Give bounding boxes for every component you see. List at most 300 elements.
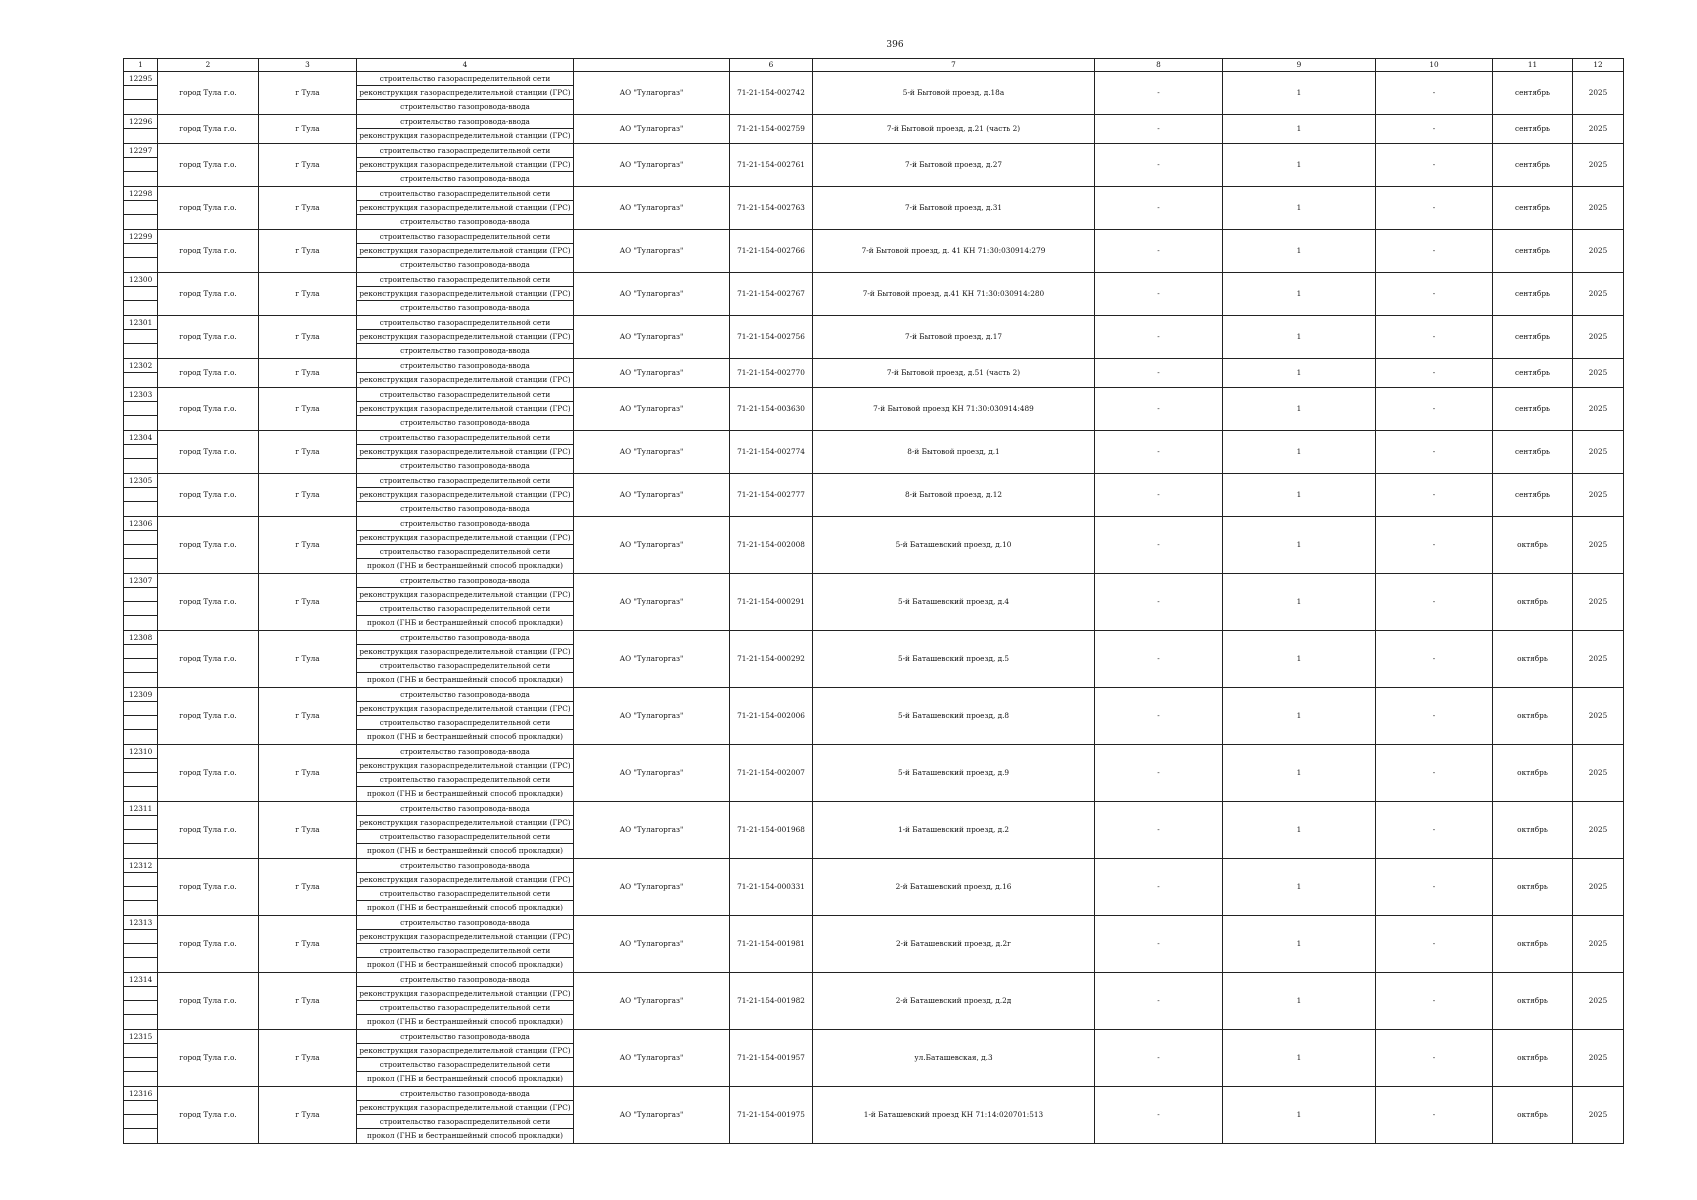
work-item: реконструкция газораспределительной станции (ГРС) <box>357 244 573 258</box>
year-cell: 2025 <box>1573 688 1624 745</box>
work-item: строительство газопровода-ввода <box>400 346 530 355</box>
column-9-cell: 1 <box>1223 72 1376 115</box>
column-8-cell: - <box>1095 230 1223 273</box>
year-cell: 2025 <box>1573 631 1624 688</box>
table-row <box>124 1030 1624 1087</box>
municipality-cell: город Тула г.о. <box>158 631 259 688</box>
object-code-cell: 71-21-154-002766 <box>730 230 813 273</box>
row-number: 12301 <box>124 316 157 330</box>
column-8-cell: - <box>1095 973 1223 1030</box>
year-cell: 2025 <box>1573 973 1624 1030</box>
column-10-cell: - <box>1376 144 1493 187</box>
column-8-cell: - <box>1095 316 1223 359</box>
locality-cell: г Тула <box>259 574 357 631</box>
work-item: строительство газопровода-ввода <box>357 359 573 373</box>
municipality-cell: город Тула г.о. <box>158 115 259 144</box>
month-cell: октябрь <box>1493 916 1573 973</box>
month-cell: октябрь <box>1493 1030 1573 1087</box>
row-number: 12303 <box>124 388 157 402</box>
month-cell: октябрь <box>1493 859 1573 916</box>
year-cell: 2025 <box>1573 72 1624 115</box>
column-9-cell: 1 <box>1223 517 1376 574</box>
row-number: 12298 <box>124 187 157 201</box>
row-number-cell <box>124 973 158 1030</box>
column-10-cell: - <box>1376 916 1493 973</box>
month-cell: октябрь <box>1493 574 1573 631</box>
table-row <box>124 187 1624 230</box>
works-cell <box>357 916 574 973</box>
work-item: прокол (ГНБ и бестраншейный способ прокладки) <box>366 561 564 570</box>
row-number-cell <box>124 1087 158 1144</box>
work-item: строительство газораспределительной сети <box>357 944 573 958</box>
work-item: прокол (ГНБ и бестраншейный способ прокладки) <box>366 789 564 798</box>
work-item: строительство газопровода-ввода <box>357 745 573 759</box>
municipality-cell: город Тула г.о. <box>158 72 259 115</box>
address-cell: 7-й Бытовой проезд, д.41 КН 71:30:030914:280 <box>813 273 1095 316</box>
column-8-cell: - <box>1095 1030 1223 1087</box>
works-cell <box>357 316 574 359</box>
work-item: реконструкция газораспределительной станции (ГРС) <box>357 759 573 773</box>
column-10-cell: - <box>1376 1087 1493 1144</box>
table-row <box>124 388 1624 431</box>
column-8-cell: - <box>1095 359 1223 388</box>
municipality-cell: город Тула г.о. <box>158 316 259 359</box>
work-item: реконструкция газораспределительной станции (ГРС) <box>359 375 571 384</box>
work-item: строительство газопровода-ввода <box>400 418 530 427</box>
column-9-cell: 1 <box>1223 802 1376 859</box>
organization-cell: АО "Тулагоргаз" <box>574 916 730 973</box>
row-number-cell <box>124 1030 158 1087</box>
locality-cell: г Тула <box>259 688 357 745</box>
month-cell: сентябрь <box>1493 115 1573 144</box>
row-number-cell <box>124 230 158 273</box>
works-cell <box>357 973 574 1030</box>
work-item: прокол (ГНБ и бестраншейный способ прокладки) <box>366 846 564 855</box>
column-9-cell: 1 <box>1223 574 1376 631</box>
works-cell <box>357 1087 574 1144</box>
row-number: 12300 <box>124 273 157 287</box>
work-item: реконструкция газораспределительной станции (ГРС) <box>357 702 573 716</box>
year-cell: 2025 <box>1573 316 1624 359</box>
work-item: реконструкция газораспределительной станции (ГРС) <box>357 402 573 416</box>
column-8-cell: - <box>1095 388 1223 431</box>
object-code-cell: 71-21-154-002756 <box>730 316 813 359</box>
municipality-cell: город Тула г.о. <box>158 359 259 388</box>
locality-cell: г Тула <box>259 72 357 115</box>
column-10-cell: - <box>1376 631 1493 688</box>
municipality-cell: город Тула г.о. <box>158 388 259 431</box>
column-8-cell: - <box>1095 517 1223 574</box>
month-cell: октябрь <box>1493 802 1573 859</box>
column-8-cell: - <box>1095 802 1223 859</box>
work-item: строительство газопровода-ввода <box>357 517 573 531</box>
row-number-cell <box>124 859 158 916</box>
column-10-cell: - <box>1376 973 1493 1030</box>
column-10-cell: - <box>1376 517 1493 574</box>
row-number-cell <box>124 359 158 388</box>
work-item: реконструкция газораспределительной станции (ГРС) <box>357 1101 573 1115</box>
work-item: строительство газопровода-ввода <box>400 260 530 269</box>
organization-cell: АО "Тулагоргаз" <box>574 1087 730 1144</box>
works-cell <box>357 574 574 631</box>
work-item: строительство газопровода-ввода <box>357 1087 573 1101</box>
work-item: строительство газораспределительной сети <box>357 187 573 201</box>
header-row <box>124 59 1624 72</box>
table-body <box>124 72 1624 1144</box>
organization-cell: АО "Тулагоргаз" <box>574 388 730 431</box>
column-10-cell: - <box>1376 316 1493 359</box>
work-item: прокол (ГНБ и бестраншейный способ прокладки) <box>366 903 564 912</box>
work-item: прокол (ГНБ и бестраншейный способ прокладки) <box>366 1017 564 1026</box>
organization-cell: АО "Тулагоргаз" <box>574 1030 730 1087</box>
work-item: прокол (ГНБ и бестраншейный способ прокладки) <box>366 1131 564 1140</box>
row-number: 12295 <box>124 72 157 86</box>
row-number-cell <box>124 517 158 574</box>
column-header-3: 3 <box>259 59 357 72</box>
locality-cell: г Тула <box>259 517 357 574</box>
work-item: реконструкция газораспределительной станции (ГРС) <box>357 816 573 830</box>
month-cell: сентябрь <box>1493 474 1573 517</box>
column-9-cell: 1 <box>1223 359 1376 388</box>
locality-cell: г Тула <box>259 115 357 144</box>
municipality-cell: город Тула г.о. <box>158 230 259 273</box>
column-9-cell: 1 <box>1223 144 1376 187</box>
year-cell: 2025 <box>1573 1030 1624 1087</box>
column-8-cell: - <box>1095 273 1223 316</box>
address-cell: ул.Баташевская, д.3 <box>813 1030 1095 1087</box>
address-cell: 8-й Бытовой проезд, д.1 <box>813 431 1095 474</box>
address-cell: 5-й Бытовой проезд, д.18а <box>813 72 1095 115</box>
column-10-cell: - <box>1376 115 1493 144</box>
column-9-cell: 1 <box>1223 388 1376 431</box>
works-cell <box>357 72 574 115</box>
year-cell: 2025 <box>1573 802 1624 859</box>
year-cell: 2025 <box>1573 517 1624 574</box>
column-8-cell: - <box>1095 859 1223 916</box>
object-code-cell: 71-21-154-002007 <box>730 745 813 802</box>
row-number: 12306 <box>124 517 157 531</box>
column-10-cell: - <box>1376 359 1493 388</box>
locality-cell: г Тула <box>259 802 357 859</box>
column-9-cell: 1 <box>1223 631 1376 688</box>
row-number-cell <box>124 388 158 431</box>
year-cell: 2025 <box>1573 859 1624 916</box>
works-cell <box>357 688 574 745</box>
row-number-cell <box>124 316 158 359</box>
row-number: 12307 <box>124 574 157 588</box>
object-code-cell: 71-21-154-002774 <box>730 431 813 474</box>
locality-cell: г Тула <box>259 474 357 517</box>
work-item: строительство газораспределительной сети <box>357 316 573 330</box>
column-10-cell: - <box>1376 688 1493 745</box>
object-code-cell: 71-21-154-002770 <box>730 359 813 388</box>
locality-cell: г Тула <box>259 144 357 187</box>
municipality-cell: город Тула г.о. <box>158 688 259 745</box>
municipality-cell: город Тула г.о. <box>158 574 259 631</box>
locality-cell: г Тула <box>259 230 357 273</box>
object-code-cell: 71-21-154-000331 <box>730 859 813 916</box>
work-item: строительство газопровода-ввода <box>400 303 530 312</box>
table-row <box>124 273 1624 316</box>
work-item: строительство газопровода-ввода <box>357 631 573 645</box>
row-number: 12316 <box>124 1087 157 1101</box>
row-number-cell <box>124 802 158 859</box>
column-9-cell: 1 <box>1223 859 1376 916</box>
column-header-9: 9 <box>1223 59 1376 72</box>
works-cell <box>357 517 574 574</box>
table-row <box>124 631 1624 688</box>
column-8-cell: - <box>1095 72 1223 115</box>
table-row <box>124 115 1624 144</box>
works-cell <box>357 359 574 388</box>
table-row <box>124 359 1624 388</box>
work-item: строительство газораспределительной сети <box>357 773 573 787</box>
work-item: строительство газопровода-ввода <box>357 1030 573 1044</box>
month-cell: сентябрь <box>1493 431 1573 474</box>
column-9-cell: 1 <box>1223 688 1376 745</box>
column-9-cell: 1 <box>1223 431 1376 474</box>
row-number-cell <box>124 574 158 631</box>
table-row <box>124 1087 1624 1144</box>
column-9-cell: 1 <box>1223 230 1376 273</box>
column-10-cell: - <box>1376 230 1493 273</box>
column-9-cell: 1 <box>1223 1087 1376 1144</box>
column-10-cell: - <box>1376 574 1493 631</box>
work-item: прокол (ГНБ и бестраншейный способ прокладки) <box>366 618 564 627</box>
year-cell: 2025 <box>1573 115 1624 144</box>
row-number-cell <box>124 916 158 973</box>
column-10-cell: - <box>1376 859 1493 916</box>
works-cell <box>357 115 574 144</box>
organization-cell: АО "Тулагоргаз" <box>574 802 730 859</box>
organization-cell: АО "Тулагоргаз" <box>574 144 730 187</box>
municipality-cell: город Тула г.о. <box>158 1030 259 1087</box>
year-cell: 2025 <box>1573 745 1624 802</box>
work-item: строительство газопровода-ввода <box>400 217 530 226</box>
address-cell: 7-й Бытовой проезд, д.31 <box>813 187 1095 230</box>
address-cell: 1-й Баташевский проезд, д.2 <box>813 802 1095 859</box>
works-cell <box>357 187 574 230</box>
table-row <box>124 574 1624 631</box>
column-8-cell: - <box>1095 144 1223 187</box>
work-item: реконструкция газораспределительной станции (ГРС) <box>357 330 573 344</box>
address-cell: 5-й Баташевский проезд, д.5 <box>813 631 1095 688</box>
work-item: строительство газораспределительной сети <box>357 830 573 844</box>
address-cell: 7-й Бытовой проезд, д. 41 КН 71:30:030914:279 <box>813 230 1095 273</box>
work-item: строительство газопровода-ввода <box>357 115 573 129</box>
year-cell: 2025 <box>1573 1087 1624 1144</box>
row-number-cell <box>124 474 158 517</box>
municipality-cell: город Тула г.о. <box>158 745 259 802</box>
locality-cell: г Тула <box>259 1030 357 1087</box>
table-row <box>124 474 1624 517</box>
work-item: строительство газораспределительной сети <box>357 1001 573 1015</box>
column-8-cell: - <box>1095 1087 1223 1144</box>
row-number-cell <box>124 431 158 474</box>
works-cell <box>357 631 574 688</box>
address-cell: 7-й Бытовой проезд, д.21 (часть 2) <box>813 115 1095 144</box>
works-cell <box>357 230 574 273</box>
object-code-cell: 71-21-154-002763 <box>730 187 813 230</box>
column-10-cell: - <box>1376 72 1493 115</box>
column-header-12: 12 <box>1573 59 1624 72</box>
work-item: строительство газопровода-ввода <box>400 461 530 470</box>
work-item: реконструкция газораспределительной станции (ГРС) <box>357 287 573 301</box>
organization-cell: АО "Тулагоргаз" <box>574 273 730 316</box>
object-code-cell: 71-21-154-002759 <box>730 115 813 144</box>
address-cell: 5-й Баташевский проезд, д.9 <box>813 745 1095 802</box>
object-code-cell: 71-21-154-002777 <box>730 474 813 517</box>
month-cell: октябрь <box>1493 631 1573 688</box>
object-code-cell: 71-21-154-002006 <box>730 688 813 745</box>
work-item: строительство газораспределительной сети <box>357 474 573 488</box>
column-9-cell: 1 <box>1223 745 1376 802</box>
column-10-cell: - <box>1376 388 1493 431</box>
table-row <box>124 316 1624 359</box>
column-header-8: 8 <box>1095 59 1223 72</box>
year-cell: 2025 <box>1573 574 1624 631</box>
column-9-cell: 1 <box>1223 1030 1376 1087</box>
row-number: 12299 <box>124 230 157 244</box>
column-8-cell: - <box>1095 574 1223 631</box>
table-row <box>124 859 1624 916</box>
work-item: строительство газораспределительной сети <box>357 545 573 559</box>
table-row <box>124 745 1624 802</box>
work-item: реконструкция газораспределительной станции (ГРС) <box>357 873 573 887</box>
column-9-cell: 1 <box>1223 273 1376 316</box>
month-cell: октябрь <box>1493 1087 1573 1144</box>
month-cell: сентябрь <box>1493 187 1573 230</box>
row-number-cell <box>124 688 158 745</box>
row-number-cell <box>124 745 158 802</box>
column-header-10: 10 <box>1376 59 1493 72</box>
work-item: строительство газораспределительной сети <box>357 1115 573 1129</box>
organization-cell: АО "Тулагоргаз" <box>574 115 730 144</box>
row-number: 12312 <box>124 859 157 873</box>
column-header-4: 4 <box>357 59 574 72</box>
locality-cell: г Тула <box>259 631 357 688</box>
column-8-cell: - <box>1095 631 1223 688</box>
locality-cell: г Тула <box>259 187 357 230</box>
column-8-cell: - <box>1095 745 1223 802</box>
municipality-cell: город Тула г.о. <box>158 916 259 973</box>
work-item: прокол (ГНБ и бестраншейный способ прокладки) <box>366 1074 564 1083</box>
address-cell: 2-й Баташевский проезд, д.16 <box>813 859 1095 916</box>
locality-cell: г Тула <box>259 273 357 316</box>
work-item: строительство газопровода-ввода <box>357 574 573 588</box>
row-number: 12310 <box>124 745 157 759</box>
table-row <box>124 973 1624 1030</box>
row-number: 12315 <box>124 1030 157 1044</box>
locality-cell: г Тула <box>259 745 357 802</box>
municipality-cell: город Тула г.о. <box>158 1087 259 1144</box>
locality-cell: г Тула <box>259 1087 357 1144</box>
object-code-cell: 71-21-154-000291 <box>730 574 813 631</box>
work-item: строительство газопровода-ввода <box>357 688 573 702</box>
month-cell: октябрь <box>1493 688 1573 745</box>
work-item: строительство газораспределительной сети <box>357 887 573 901</box>
month-cell: сентябрь <box>1493 316 1573 359</box>
works-cell <box>357 273 574 316</box>
locality-cell: г Тула <box>259 316 357 359</box>
table-row <box>124 688 1624 745</box>
work-item: реконструкция газораспределительной станции (ГРС) <box>357 930 573 944</box>
row-number: 12305 <box>124 474 157 488</box>
address-cell: 2-й Баташевский проезд, д.2д <box>813 973 1095 1030</box>
column-10-cell: - <box>1376 1030 1493 1087</box>
work-item: строительство газопровода-ввода <box>400 174 530 183</box>
work-item: реконструкция газораспределительной станции (ГРС) <box>357 158 573 172</box>
locality-cell: г Тула <box>259 859 357 916</box>
address-cell: 5-й Баташевский проезд, д.8 <box>813 688 1095 745</box>
year-cell: 2025 <box>1573 916 1624 973</box>
locality-cell: г Тула <box>259 973 357 1030</box>
column-10-cell: - <box>1376 187 1493 230</box>
month-cell: сентябрь <box>1493 359 1573 388</box>
column-8-cell: - <box>1095 115 1223 144</box>
row-number-cell <box>124 115 158 144</box>
organization-cell: АО "Тулагоргаз" <box>574 359 730 388</box>
work-item: реконструкция газораспределительной станции (ГРС) <box>357 488 573 502</box>
month-cell: сентябрь <box>1493 144 1573 187</box>
work-item: строительство газораспределительной сети <box>357 273 573 287</box>
column-10-cell: - <box>1376 474 1493 517</box>
work-item: строительство газораспределительной сети <box>357 388 573 402</box>
address-cell: 5-й Баташевский проезд, д.10 <box>813 517 1095 574</box>
work-item: реконструкция газораспределительной станции (ГРС) <box>357 531 573 545</box>
work-item: прокол (ГНБ и бестраншейный способ прокладки) <box>366 960 564 969</box>
municipality-cell: город Тула г.о. <box>158 431 259 474</box>
municipality-cell: город Тула г.о. <box>158 802 259 859</box>
work-item: строительство газораспределительной сети <box>357 144 573 158</box>
work-item: реконструкция газораспределительной станции (ГРС) <box>357 201 573 215</box>
page-number: 396 <box>886 40 904 50</box>
table-row <box>124 517 1624 574</box>
column-9-cell: 1 <box>1223 316 1376 359</box>
address-cell: 8-й Бытовой проезд, д.12 <box>813 474 1095 517</box>
year-cell: 2025 <box>1573 273 1624 316</box>
municipality-cell: город Тула г.о. <box>158 517 259 574</box>
row-number: 12314 <box>124 973 157 987</box>
month-cell: октябрь <box>1493 973 1573 1030</box>
work-item: реконструкция газораспределительной станции (ГРС) <box>359 131 571 140</box>
address-cell: 7-й Бытовой проезд, д.27 <box>813 144 1095 187</box>
column-header-5 <box>574 59 730 72</box>
row-number: 12304 <box>124 431 157 445</box>
table-row <box>124 230 1624 273</box>
organization-cell: АО "Тулагоргаз" <box>574 973 730 1030</box>
month-cell: октябрь <box>1493 745 1573 802</box>
column-9-cell: 1 <box>1223 187 1376 230</box>
works-cell <box>357 802 574 859</box>
organization-cell: АО "Тулагоргаз" <box>574 230 730 273</box>
table-row <box>124 431 1624 474</box>
row-number: 12311 <box>124 802 157 816</box>
work-item: строительство газопровода-ввода <box>357 859 573 873</box>
column-8-cell: - <box>1095 187 1223 230</box>
row-number-cell <box>124 187 158 230</box>
year-cell: 2025 <box>1573 230 1624 273</box>
row-number-cell <box>124 72 158 115</box>
column-10-cell: - <box>1376 273 1493 316</box>
column-header-6: 6 <box>730 59 813 72</box>
column-8-cell: - <box>1095 688 1223 745</box>
work-item: реконструкция газораспределительной станции (ГРС) <box>357 588 573 602</box>
column-8-cell: - <box>1095 916 1223 973</box>
organization-cell: АО "Тулагоргаз" <box>574 431 730 474</box>
column-header-2: 2 <box>158 59 259 72</box>
object-code-cell: 71-21-154-002767 <box>730 273 813 316</box>
